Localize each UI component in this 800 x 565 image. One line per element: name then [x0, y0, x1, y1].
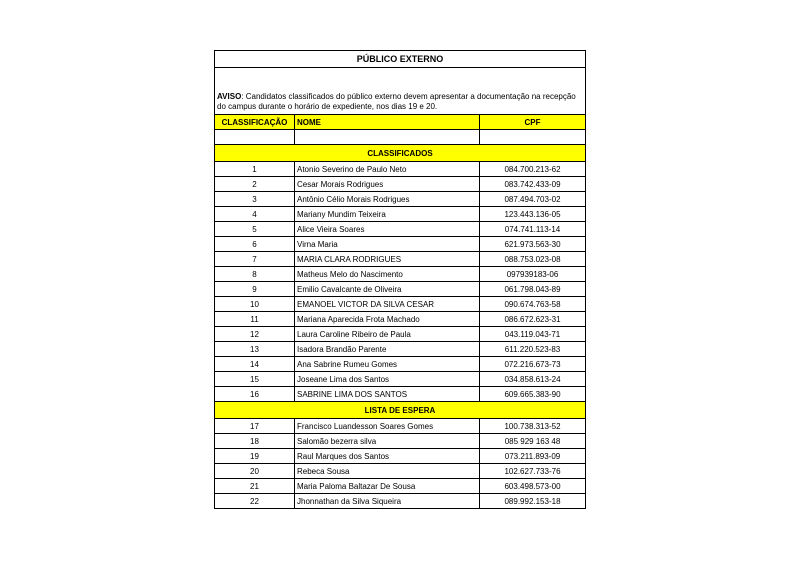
table-row — [215, 327, 586, 342]
table-row — [215, 162, 586, 177]
name-cell: SABRINE LIMA DOS SANTOS — [295, 387, 480, 402]
name-cell: Salomão bezerra silva — [295, 434, 480, 449]
notice-text: : Candidatos classificados do público externo devem apresentar a documentação na recepção do campus durante o horário de expediente, nos dias 19 e 20. — [217, 92, 576, 111]
name-cell: Maria Paloma Baltazar De Sousa — [295, 479, 480, 494]
rank-cell: 21 — [215, 479, 295, 494]
section-waitlist-row — [215, 402, 586, 419]
rank-cell: 3 — [215, 192, 295, 207]
rank-cell: 14 — [215, 357, 295, 372]
name-cell: Laura Caroline Ribeiro de Paula — [295, 327, 480, 342]
name-cell: Mariany Mundim Teixeira — [295, 207, 480, 222]
cpf-cell: 611.220.523-83 — [480, 342, 586, 357]
name-cell: Cesar Morais Rodrigues — [295, 177, 480, 192]
title-row — [215, 51, 586, 68]
rank-cell: 19 — [215, 449, 295, 464]
rank-cell: 20 — [215, 464, 295, 479]
rank-cell: 17 — [215, 419, 295, 434]
cpf-cell: 089.992.153-18 — [480, 494, 586, 509]
rank-cell: 5 — [215, 222, 295, 237]
table-row — [215, 282, 586, 297]
rank-cell: 9 — [215, 282, 295, 297]
header-rank: CLASSIFICAÇÃO — [215, 115, 295, 130]
cpf-cell: 621.973.563-30 — [480, 237, 586, 252]
table-row — [215, 464, 586, 479]
spreadsheet — [214, 50, 586, 509]
table-row — [215, 434, 586, 449]
header-name: NOME — [295, 115, 480, 130]
cpf-cell: 043.119.043-71 — [480, 327, 586, 342]
rank-cell: 1 — [215, 162, 295, 177]
cpf-cell: 073.211.893-09 — [480, 449, 586, 464]
blank-row — [215, 130, 586, 145]
table-row — [215, 419, 586, 434]
rank-cell: 11 — [215, 312, 295, 327]
name-cell: Raul Marques dos Santos — [295, 449, 480, 464]
table-row — [215, 372, 586, 387]
table-row — [215, 312, 586, 327]
cpf-cell: 083.742.433-09 — [480, 177, 586, 192]
cpf-cell: 074.741.113-14 — [480, 222, 586, 237]
blank-cell — [295, 130, 480, 145]
notice-label: AVISO — [217, 92, 242, 101]
rank-cell: 13 — [215, 342, 295, 357]
rank-cell: 22 — [215, 494, 295, 509]
name-cell: Jhonnathan da Silva Siqueira — [295, 494, 480, 509]
name-cell: Atonio Severino de Paulo Neto — [295, 162, 480, 177]
name-cell: Ana Sabrine Rumeu Gomes — [295, 357, 480, 372]
table-row — [215, 494, 586, 509]
rank-cell: 4 — [215, 207, 295, 222]
rank-cell: 2 — [215, 177, 295, 192]
section-classified: CLASSIFICADOS — [215, 145, 586, 162]
table-row — [215, 222, 586, 237]
table-row — [215, 177, 586, 192]
candidates-table — [214, 50, 586, 509]
cpf-cell: 603.498.573-00 — [480, 479, 586, 494]
cpf-cell: 085 929 163 48 — [480, 434, 586, 449]
rank-cell: 18 — [215, 434, 295, 449]
table-row — [215, 192, 586, 207]
table-row — [215, 449, 586, 464]
header-row — [215, 115, 586, 130]
name-cell: EMANOEL VICTOR DA SILVA CESAR — [295, 297, 480, 312]
rank-cell: 12 — [215, 327, 295, 342]
name-cell: Antônio Célio Morais Rodrigues — [295, 192, 480, 207]
name-cell: Emilio Cavalcante de Oliveira — [295, 282, 480, 297]
cpf-cell: 086.672.623-31 — [480, 312, 586, 327]
notice-row — [215, 68, 586, 115]
name-cell: Joseane Lima dos Santos — [295, 372, 480, 387]
name-cell: Francisco Luandesson Soares Gomes — [295, 419, 480, 434]
name-cell: Isadora Brandão Parente — [295, 342, 480, 357]
section-classified-row — [215, 145, 586, 162]
header-cpf: CPF — [480, 115, 586, 130]
cpf-cell: 087.494.703-02 — [480, 192, 586, 207]
name-cell: Virna Maria — [295, 237, 480, 252]
cpf-cell: 072.216.673-73 — [480, 357, 586, 372]
name-cell: Mariana Aparecida Frota Machado — [295, 312, 480, 327]
rank-cell: 7 — [215, 252, 295, 267]
table-row — [215, 357, 586, 372]
rank-cell: 15 — [215, 372, 295, 387]
notice-cell — [215, 68, 586, 115]
cpf-cell: 088.753.023-08 — [480, 252, 586, 267]
table-row — [215, 387, 586, 402]
cpf-cell: 084.700.213-62 — [480, 162, 586, 177]
name-cell: Alice Vieira Soares — [295, 222, 480, 237]
rank-cell: 8 — [215, 267, 295, 282]
cpf-cell: 097939183-06 — [480, 267, 586, 282]
table-row — [215, 479, 586, 494]
rank-cell: 16 — [215, 387, 295, 402]
section-waitlist: LISTA DE ESPERA — [215, 402, 586, 419]
blank-cell — [215, 130, 295, 145]
blank-cell — [480, 130, 586, 145]
cpf-cell: 090.674.763-58 — [480, 297, 586, 312]
cpf-cell: 100.738.313-52 — [480, 419, 586, 434]
table-row — [215, 267, 586, 282]
page-title: PÚBLICO EXTERNO — [215, 51, 586, 68]
table-row — [215, 297, 586, 312]
table-row — [215, 342, 586, 357]
table-row — [215, 252, 586, 267]
cpf-cell: 102.627.733-76 — [480, 464, 586, 479]
cpf-cell: 061.798.043-89 — [480, 282, 586, 297]
table-row — [215, 237, 586, 252]
rank-cell: 10 — [215, 297, 295, 312]
name-cell: MARIA CLARA RODRIGUES — [295, 252, 480, 267]
rank-cell: 6 — [215, 237, 295, 252]
cpf-cell: 034.858.613-24 — [480, 372, 586, 387]
table-row — [215, 207, 586, 222]
cpf-cell: 123.443.136-05 — [480, 207, 586, 222]
name-cell: Rebeca Sousa — [295, 464, 480, 479]
cpf-cell: 609.665.383-90 — [480, 387, 586, 402]
name-cell: Matheus Melo do Nascimento — [295, 267, 480, 282]
